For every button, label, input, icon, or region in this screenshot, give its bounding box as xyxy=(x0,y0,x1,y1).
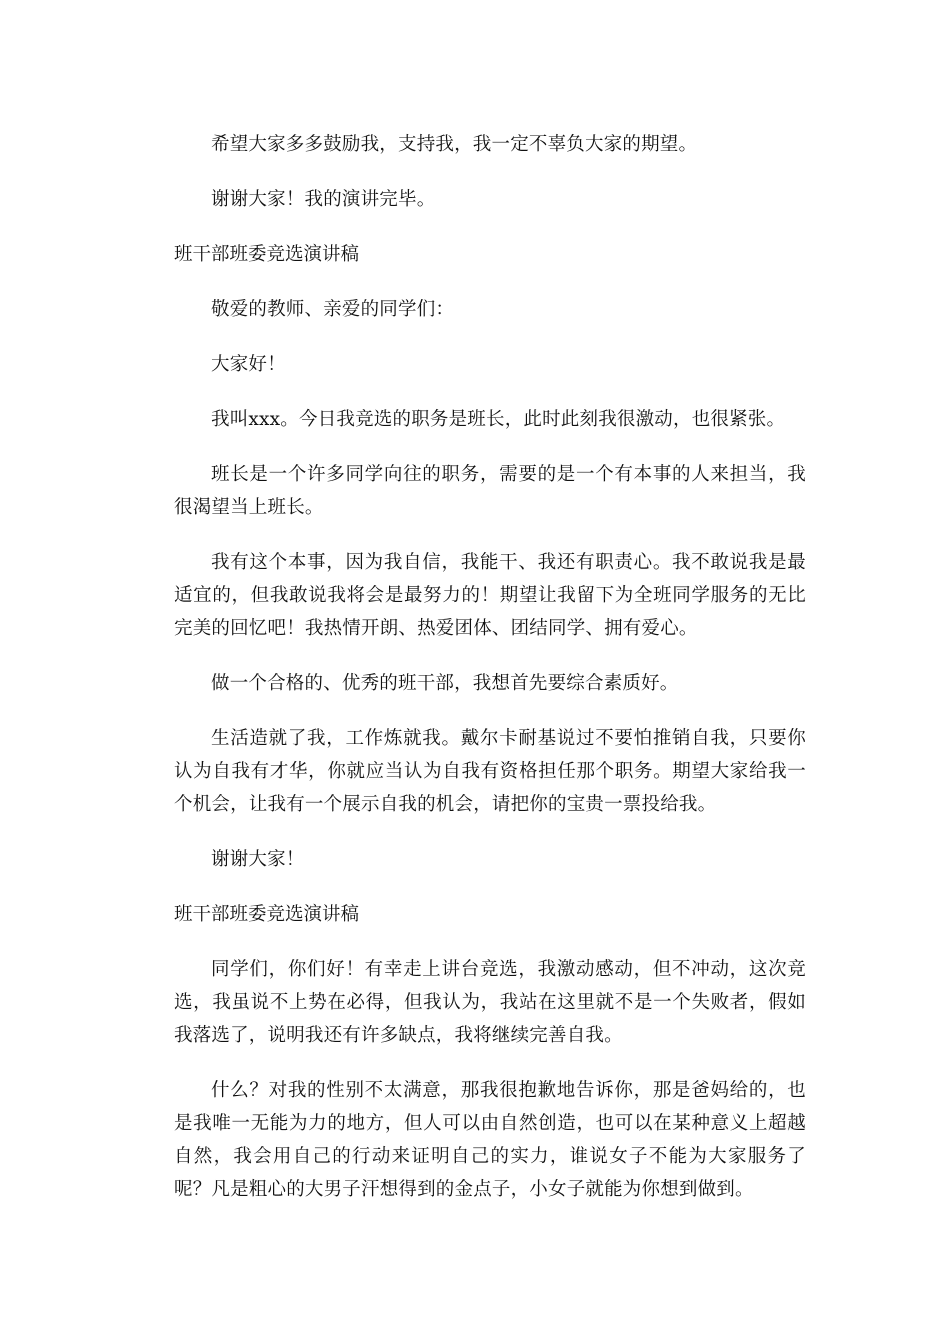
paragraph: 什么？对我的性别不太满意，那我很抱歉地告诉你，那是爸妈给的，也是我唯一无能为力的地方，但人可以由自然创造，也可以在某种意义上超越自然，我会用自己的行动来证明自己的实力，谁说女子不能为大家服务了呢？凡是粗心的大男子汗想得到的金点子，小女子就能为你想到做到。 xyxy=(174,1080,806,1200)
section-title: 班干部班委竞选演讲稿 xyxy=(174,244,360,265)
closing: 谢谢大家！ xyxy=(211,849,305,870)
greeting: 大家好！ xyxy=(211,354,286,375)
paragraph: 希望大家多多鼓励我，支持我，我一定不辜负大家的期望。 xyxy=(211,134,698,155)
paragraph: 我有这个本事，因为我自信，我能干、我还有职责心。我不敢说我是最适宜的，但我敢说我将会是最努力的！期望让我留下为全班同学服务的无比完美的回忆吧！我热情开朗、热爱团体、团结同学、拥有爱心。 xyxy=(174,552,806,639)
paragraph: 谢谢大家！我的演讲完毕。 xyxy=(211,189,436,210)
paragraph: 班长是一个许多同学向往的职务，需要的是一个有本事的人来担当，我很渴望当上班长。 xyxy=(174,464,806,518)
section-title: 班干部班委竞选演讲稿 xyxy=(174,904,360,925)
paragraph: 生活造就了我，工作炼就我。戴尔卡耐基说过不要怕推销自我，只要你认为自我有才华，你就应当认为自我有资格担任那个职务。期望大家给我一个机会，让我有一个展示自我的机会，请把你的宝贵一票投给我。 xyxy=(174,728,806,815)
paragraph: 做一个合格的、优秀的班干部，我想首先要综合素质好。 xyxy=(211,673,679,694)
salutation: 敬爱的教师、亲爱的同学们： xyxy=(211,299,455,320)
paragraph: 我叫xxx。今日我竞选的职务是班长，此时此刻我很激动，也很紧张。 xyxy=(211,409,786,430)
paragraph: 同学们，你们好！有幸走上讲台竞选，我激动感动，但不冲动，这次竞选，我虽说不上势在必得，但我认为，我站在这里就不是一个失败者，假如我落选了，说明我还有许多缺点，我将继续完善自我。 xyxy=(174,959,806,1046)
document-body xyxy=(174,128,806,1228)
